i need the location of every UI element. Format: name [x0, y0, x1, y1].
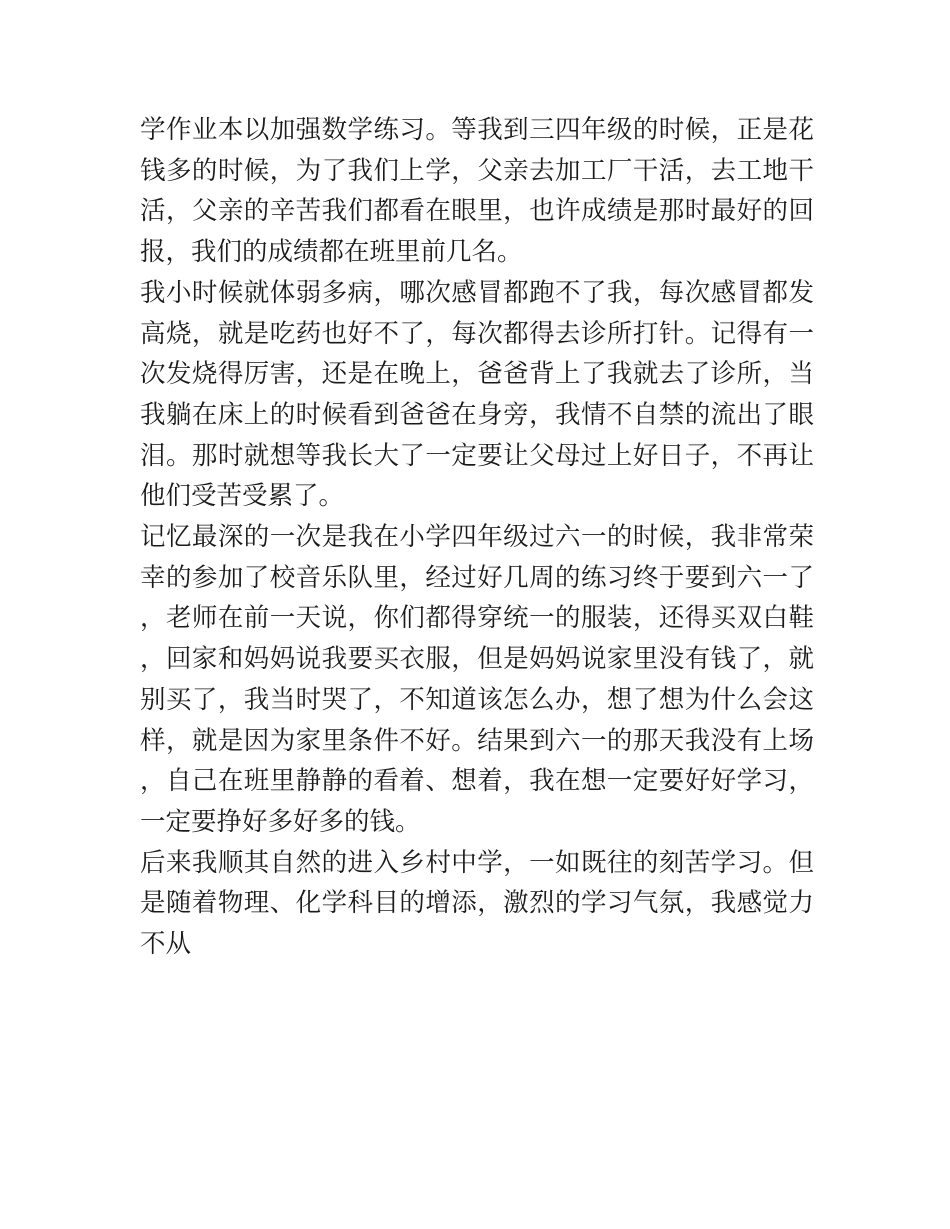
paragraph-2: 我小时候就体弱多病，哪次感冒都跑不了我，每次感冒都发高烧，就是吃药也好不了，每次都得去诊所打针。记得有一次发烧得厉害，还是在晚上，爸爸背上了我就去了诊所，当我躺在床上的时候看到爸爸在身旁，我情不自禁的流出了眼泪。那时就想等我长大了一定要让父母过上好日子，不再让他们受苦受累了。 [140, 277, 814, 512]
paragraph-3: 记忆最深的一次是我在小学四年级过六一的时候，我非常荣幸的参加了校音乐队里，经过好几周的练习终于要到六一了，老师在前一天说，你们都得穿统一的服装，还得买双白鞋，回家和妈妈说我要买衣服，但是妈妈说家里没有钱了，就别买了，我当时哭了，不知道该怎么办，想了想为什么会这样，就是因为家里条件不好。结果到六一的那天我没有上场，自己在班里静静的看着、想着，我在想一定要好好学习，一定要挣好多好多的钱。 [140, 522, 814, 837]
document-body [140, 110, 814, 965]
paragraph-1: 学作业本以加强数学练习。等我到三四年级的时候，正是花钱多的时候，为了我们上学，父亲去加工厂干活，去工地干活，父亲的辛苦我们都看在眼里，也许成绩是那时最好的回报，我们的成绩都在班里前几名。 [140, 115, 814, 268]
paragraph-4: 后来我顺其自然的进入乡村中学，一如既往的刻苦学习。但是随着物理、化学科目的增添，激烈的学习气氛，我感觉力不从 [140, 847, 814, 960]
